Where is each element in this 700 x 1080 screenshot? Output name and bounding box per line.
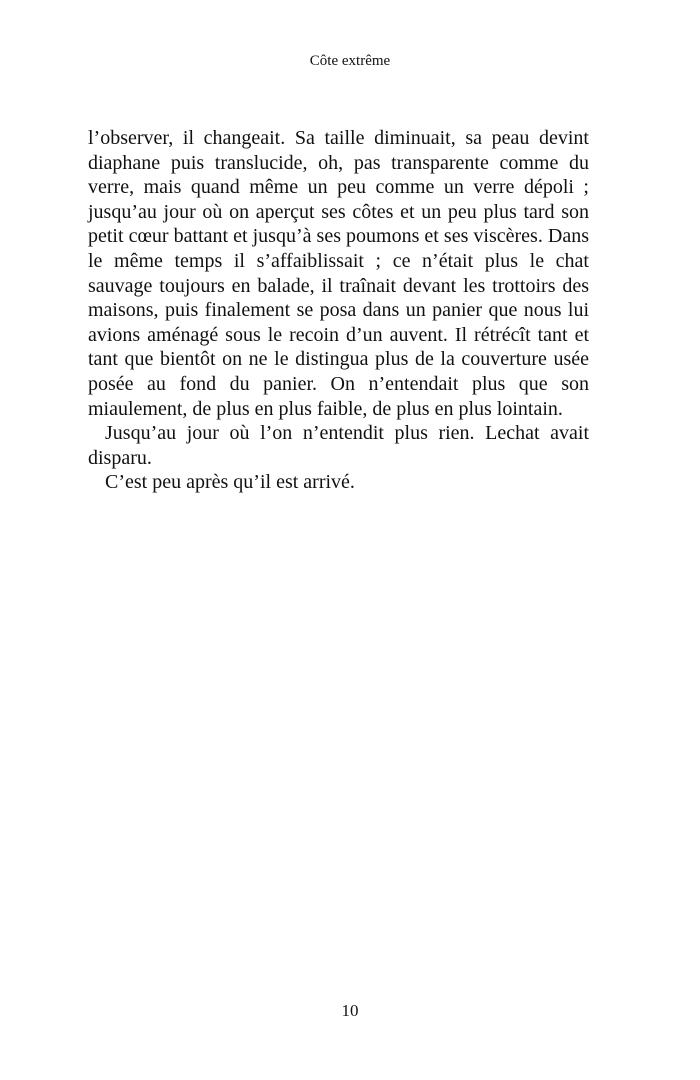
paragraph-2: Jusqu’au jour où l’on n’entendit plus rien. Lechat avait disparu. xyxy=(88,422,589,469)
paragraph-3: C’est peu après qu’il est arrivé. xyxy=(105,471,355,494)
page-number: 10 xyxy=(341,1001,359,1020)
paragraph-1: l’observer, il changeait. Sa taille diminuait, sa peau devint diaphane puis translucide, oh, pas transparente comme du verre, mais quand même un peu comme un verre dépoli ; jusqu’au jour où on aperçut ses côtes et un peu plus tard son petit cœur battant et jusqu’à ses poumons et ses viscères. Dans le même temps il s’affaiblissait ; ce n’était plus le chat sauvage toujours en balade, il traînait devant les trottoirs des maisons, puis finalement se posa dans un panier que nous lui avions aménagé sous le recoin d’un auvent. Il rétrécît tant et tant que bientôt on ne le distingua plus de la couverture usée posée au fond du panier. On n’entendait plus que son miaulement, de plus en plus faible, de plus en plus lointain. xyxy=(88,127,589,420)
body-text xyxy=(88,126,589,495)
running-head: Côte extrême xyxy=(309,53,391,69)
